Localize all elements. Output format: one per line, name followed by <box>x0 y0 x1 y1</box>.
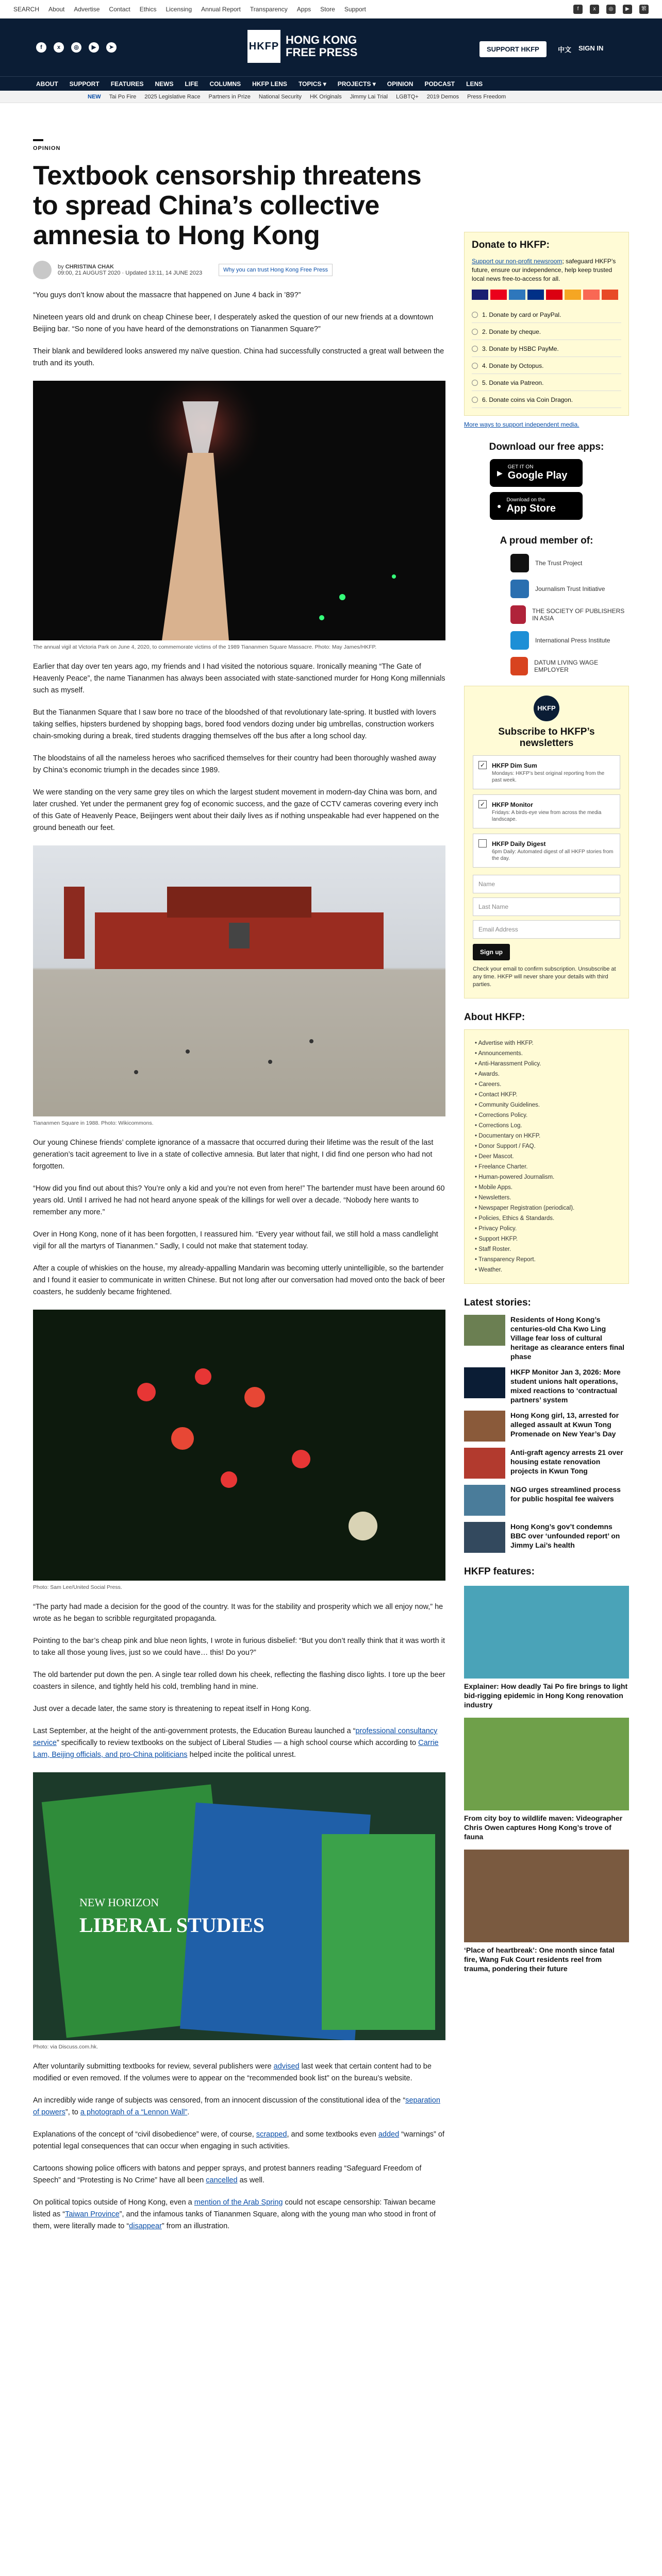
trending-link[interactable]: Partners in Prize <box>208 93 251 100</box>
story-thumbnail[interactable] <box>464 1448 505 1479</box>
latest-title: Latest stories: <box>464 1297 531 1308</box>
more-ways-link[interactable]: More ways to support independent media. <box>464 421 580 428</box>
story-thumbnail[interactable] <box>464 1522 505 1553</box>
candles-photo <box>33 1310 445 1581</box>
donate-option[interactable]: 1. Donate by card or PayPal. <box>472 306 621 323</box>
contact-link[interactable]: Contact <box>109 5 130 13</box>
story-title[interactable]: Hong Kong girl, 13, arrested for alleged assault at Kwun Tong Promenade on New Year’s Day <box>510 1411 619 1438</box>
latest-story[interactable] <box>464 1411 629 1442</box>
story-thumbnail[interactable] <box>464 1485 505 1516</box>
coindragon-icon <box>602 290 618 300</box>
paypal-icon <box>527 290 544 300</box>
donate-option[interactable]: 3. Donate by HSBC PayMe. <box>472 340 621 357</box>
photo-caption: Photo: Sam Lee/United Social Press. <box>33 1584 122 1590</box>
about-item[interactable]: • Anti-Harassment Policy. <box>475 1061 541 1067</box>
member-logo[interactable]: International Press Institute <box>510 631 629 650</box>
member-logo[interactable]: Journalism Trust Initiative <box>510 580 629 598</box>
paragraph: “You guys don’t know about the massacre that happened on June 4 back in ’89?” <box>33 291 301 299</box>
google-play-badge[interactable]: ▶ GET IT ON Google Play <box>490 459 583 487</box>
newsletter-note: Check your email to confirm subscription. Unsubscribe at any time. HKFP will never share your details with third parties. <box>473 966 616 988</box>
sign-up-button[interactable]: Sign up <box>473 944 510 960</box>
about-item[interactable]: • Freelance Charter. <box>475 1164 528 1170</box>
about-link[interactable]: About <box>48 5 65 13</box>
member-logo[interactable]: THE SOCIETY OF PUBLISHERS IN ASIA <box>510 605 629 624</box>
story-title[interactable]: HKFP Monitor Jan 3, 2026: More student unions halt operations, mixed reactions to ‘contractual partners’ system <box>510 1368 621 1404</box>
nav-podcast[interactable]: PODCAST <box>424 80 455 88</box>
search-link[interactable]: SEARCH <box>13 5 40 13</box>
paragraph: After voluntarily submitting textbooks for review, several publishers were advised last week that certain content had to be modified or even removed. If the volumes were to appear on the “recommended book list” on the bureau’s website. <box>33 2062 432 2082</box>
licensing-link[interactable]: Licensing <box>166 5 192 13</box>
latest-story[interactable] <box>464 1315 629 1361</box>
donate-intro-link[interactable]: Support our non-profit newsroom <box>472 258 562 265</box>
about-item[interactable]: • Corrections Log. <box>475 1123 522 1129</box>
inline-link[interactable]: a photograph of a “Lennon Wall” <box>80 2108 188 2116</box>
support-hkfp-button[interactable]: SUPPORT HKFP <box>479 41 547 57</box>
about-item[interactable]: • Newspaper Registration (periodical). <box>475 1205 575 1211</box>
donate-option[interactable]: 6. Donate coins via Coin Dragon. <box>472 391 621 408</box>
mastercard-icon <box>490 290 507 300</box>
payment-icons <box>472 290 621 300</box>
visa-icon <box>472 290 488 300</box>
name-field[interactable]: Name <box>473 875 620 893</box>
paragraph: Over in Hong Kong, none of it has been forgotten, I reassured him. “Every year without fail, we still hold a mass candlelight vigil for all the martyrs of Tiananmen.” Sadly, I could not make that statement today. <box>33 1230 438 1250</box>
nav-topics[interactable]: TOPICS ▾ <box>298 80 326 88</box>
checkbox[interactable] <box>478 839 487 848</box>
nav-life[interactable]: LIFE <box>185 80 198 88</box>
story-title[interactable]: Residents of Hong Kong’s centuries-old Cha Kwo Ling Village fear loss of cultural heritage as clearance enters final phase <box>510 1315 624 1361</box>
about-item[interactable]: • Mobile Apps. <box>475 1184 513 1191</box>
sidebar <box>464 232 629 1973</box>
category-rule <box>33 139 43 141</box>
site-logo[interactable] <box>247 30 357 63</box>
facebook-icon[interactable]: f <box>573 5 583 14</box>
member-logo[interactable]: The Trust Project <box>510 554 629 572</box>
about-item[interactable]: • Human-powered Journalism. <box>475 1174 555 1180</box>
newsletter-title: Subscribe to HKFP’s newsletters <box>498 726 595 749</box>
nav-projects[interactable]: PROJECTS ▾ <box>337 80 376 88</box>
candles-photo-art <box>33 1310 445 1581</box>
about-item[interactable]: • Privacy Policy. <box>475 1226 517 1232</box>
facebook-icon[interactable]: f <box>36 42 46 53</box>
nav-hkfp-lens[interactable]: HKFP LENS <box>252 80 287 88</box>
sign-in-link[interactable]: SIGN IN <box>578 44 604 52</box>
article <box>33 139 445 2232</box>
tiananmen-photo <box>33 845 445 1116</box>
about-item[interactable]: • Contact HKFP. <box>475 1092 518 1098</box>
newsletter-option[interactable]: HKFP Daily Digest 6pm Daily: Automated digest of all HKFP stories from the day. <box>473 834 620 868</box>
newsletter-option[interactable]: ✓ HKFP Monitor Fridays: A birds-eye view from across the media landscape. <box>473 794 620 828</box>
apps-title: Download our free apps: <box>489 442 604 452</box>
inline-link[interactable]: Carrie Lam, Beijing officials, and pro-China politicians <box>33 1739 439 1759</box>
option-bullet-icon <box>472 363 478 369</box>
paragraph: On political topics outside of Hong Kong, even a mention of the Arab Spring could not escape censorship: Taiwan became listed as “Taiwan Province”, and the infamous tanks of Tiananmen Square, along with the young man who stood in front of them, were literally made to “disappear” from an illustration. <box>33 2198 436 2230</box>
vigil-photo <box>33 381 445 640</box>
option-bullet-icon <box>472 329 478 335</box>
sopa-icon <box>510 605 526 624</box>
hkfp-badge: HKFP <box>534 696 559 721</box>
paragraph: Nineteen years old and drunk on cheap Chinese beer, I desperately asked the question of our new friends at a downtown Beijing bar. “So none of you have heard of the demonstrations on Tiananmen Square?” <box>33 313 434 333</box>
ipi-icon <box>510 631 529 650</box>
tiananmen-photo-art <box>33 845 445 1116</box>
paragraph: The old bartender put down the pen. A single tear rolled down his cheek, reflecting the flashing disco lights. I tore up the beer coasters in silence, and tightly held his cold, trembling hand in mine. <box>33 1671 445 1691</box>
feature-image[interactable] <box>464 1586 629 1679</box>
story-title[interactable]: NGO urges streamlined process for public hospital fee waivers <box>510 1485 621 1503</box>
about-item[interactable]: • Documentary on HKFP. <box>475 1133 541 1139</box>
about-item[interactable]: • Careers. <box>475 1081 502 1088</box>
story-thumbnail[interactable] <box>464 1367 505 1398</box>
play-icon: ▶ <box>497 468 503 477</box>
octopus-icon <box>565 290 581 300</box>
language-toggle[interactable]: 繁 <box>639 5 649 14</box>
app-store-badge[interactable]: ● Download on the App Store <box>490 492 583 520</box>
donate-option[interactable]: 4. Donate by Octopus. <box>472 357 621 374</box>
paragraph: Pointing to the bar’s cheap pink and blue neon lights, I wrote in furious disbelief: “But you don’t really think that it was worth it to take all those young lives, just so we could have… this! Do you?” <box>33 1637 445 1657</box>
feature-story[interactable] <box>464 1718 629 1841</box>
inline-link[interactable]: advised <box>273 2062 300 2071</box>
about-item[interactable]: • Support HKFP. <box>475 1236 518 1242</box>
about-item[interactable]: • Advertise with HKFP. <box>475 1040 534 1046</box>
trending-link[interactable]: Tai Po Fire <box>109 93 137 100</box>
support-link[interactable]: Support <box>344 5 366 13</box>
inline-link[interactable]: professional consultancy service <box>33 1727 438 1747</box>
transparency-link[interactable]: Transparency <box>250 5 288 13</box>
paragraph: After a couple of whiskies on the house, my already-appalling Mandarin was becoming utterly unintelligible, so the bartender and I found it easier to communicate in written Chinese. But not long after our conversation had moved onto the back of beer coasters, he suddenly became frightened. <box>33 1264 445 1296</box>
paragraph: We were standing on the very same grey tiles on which the largest student movement in modern-day China was born, and later crushed. Yet under the permanent grey fog of economic success, and the gaze of CCTV cameras covering every inch of this Gate of Heavenly Peace, Beijingers went about their daily lives as if nothing unspeakable had ever happened on the ground beneath our feet. <box>33 788 439 832</box>
story-title[interactable]: Anti-graft agency arrests 21 over housing estate renovation projects in Kwun Tong <box>510 1448 623 1475</box>
twitter-icon[interactable]: x <box>590 5 599 14</box>
latest-story[interactable] <box>464 1448 629 1479</box>
nav-news[interactable]: NEWS <box>155 80 174 88</box>
option-bullet-icon <box>472 312 478 318</box>
patreon-icon <box>583 290 600 300</box>
byline <box>33 261 445 279</box>
amex-icon <box>509 290 525 300</box>
feature-title[interactable]: From city boy to wildlife maven: Videographer Chris Owen captures Hong Kong’s trove of fauna <box>464 1814 623 1841</box>
instagram-icon[interactable]: ◎ <box>606 5 616 14</box>
article-category[interactable]: OPINION <box>33 145 61 151</box>
youtube-icon[interactable]: ▶ <box>89 42 99 53</box>
paragraph: An incredibly wide range of subjects was censored, from an innocent discussion of the constitutional idea of the “separation of powers”, to a photograph of a “Lennon Wall”. <box>33 2096 440 2116</box>
logo-line-1: HONG KONG <box>286 33 357 46</box>
feature-image[interactable] <box>464 1718 629 1810</box>
feature-story[interactable] <box>464 1850 629 1973</box>
twitter-icon[interactable]: x <box>54 42 64 53</box>
nav-about[interactable]: ABOUT <box>36 80 58 88</box>
paragraph: “The party had made a decision for the good of the country. It was for the stability and prosperity which we all enjoy now,” he wrote as he began to scribble regurgitated propaganda. <box>33 1603 443 1623</box>
nav-features[interactable]: FEATURES <box>110 80 144 88</box>
paragraph: The bloodstains of all the nameless heroes who sacrificed themselves for their country had been thoroughly washed away by China’s economic triumph in the decades since 1989. <box>33 754 436 774</box>
article-dates: 09:00, 21 AUGUST 2020 · Updated 13:11, 14 JUNE 2023 <box>58 270 203 276</box>
donate-title: Donate to HKFP: <box>472 240 550 250</box>
about-list <box>464 1029 629 1284</box>
feature-image[interactable] <box>464 1850 629 1942</box>
donate-widget <box>464 232 629 416</box>
about-item[interactable]: • Awards. <box>475 1071 500 1077</box>
living-wage-icon <box>510 657 528 675</box>
checkbox[interactable]: ✓ <box>478 761 487 769</box>
trending-link[interactable]: 2019 Demos <box>426 93 459 100</box>
donate-intro-text: ; safeguard HKFP’s future, ensure our independence, help keep trusted local news free-to-access for all. <box>472 258 616 282</box>
about-item[interactable]: • Deer Mascot. <box>475 1154 514 1160</box>
book-series-label: NEW HORIZON <box>79 1896 159 1909</box>
story-thumbnail[interactable] <box>464 1315 505 1346</box>
paragraph: But the Tiananmen Square that I saw bore no trace of the bloodshed of that revolutionary late-spring. It bustled with lovers taking selfies, hipsters burdened by shopping bags, bored food vendors dozing under big umbrellas, construction workers chain-smoking during a break, tired students dragging themselves off the bus after a long school day. <box>33 708 436 740</box>
features-list <box>464 1586 629 1973</box>
latest-story[interactable] <box>464 1367 629 1404</box>
nav-columns[interactable]: COLUMNS <box>209 80 241 88</box>
photo-caption: Photo: via Discuss.com.hk. <box>33 2044 98 2050</box>
payme-icon <box>546 290 562 300</box>
article-title: Textbook censorship threatens to spread China’s collective amnesia to Hong Kong <box>33 161 422 250</box>
member-logo[interactable]: DATUM LIVING WAGE EMPLOYER <box>510 657 629 675</box>
paragraph: Last September, at the height of the anti-government protests, the Education Bureau launched a “professional consultancy service” specifically to review textbooks on the subject of Liberal Studies — a high school course which according to Carrie Lam, Beijing officials, and pro-China politicians helped incite the political unrest. <box>33 1727 439 1759</box>
apple-icon: ● <box>497 502 502 510</box>
textbooks-photo <box>33 1772 445 2040</box>
newsletter-option[interactable]: ✓ HKFP Dim Sum Mondays: HKFP’s best original reporting from the past week. <box>473 755 620 789</box>
feature-title[interactable]: ‘Place of heartbreak’: One month since fatal fire, Wang Fuk Court residents reel from trauma, pondering their future <box>464 1946 615 1973</box>
paragraph: Just over a decade later, the same story is threatening to repeat itself in Hong Kong. <box>33 1705 311 1713</box>
telegram-icon[interactable]: ➤ <box>106 42 117 53</box>
photo-caption: The annual vigil at Victoria Park on June 4, 2020, to commemorate victims of the 1989 Tiananmen Square Massacre. Photo: May James/HKFP. <box>33 644 377 650</box>
logo-mark: HKFP <box>247 30 280 63</box>
last-name-field[interactable]: Last Name <box>473 897 620 916</box>
book-title-label: LIBERAL STUDIES <box>79 1913 265 1937</box>
paragraph: Cartoons showing police officers with batons and pepper sprays, and protest banners reading “Safeguard Freedom of Speech” and “Protesting is No Crime” have all been cancelled as well. <box>33 2164 422 2184</box>
story-thumbnail[interactable] <box>464 1411 505 1442</box>
jti-icon <box>510 580 529 598</box>
inline-link[interactable]: disappear <box>129 2222 162 2230</box>
inline-link[interactable]: Taiwan Province <box>65 2210 120 2218</box>
top-utility-bar <box>0 0 662 19</box>
trending-link[interactable]: HK Originals <box>309 93 342 100</box>
email-field[interactable]: Email Address <box>473 920 620 939</box>
inline-link[interactable]: added <box>378 2130 400 2139</box>
trending-link[interactable]: Jimmy Lai Trial <box>350 93 388 100</box>
nav-opinion[interactable]: OPINION <box>387 80 413 88</box>
about-item[interactable]: • Weather. <box>475 1267 503 1273</box>
donate-option[interactable]: 2. Donate by cheque. <box>472 323 621 340</box>
trust-project-icon <box>510 554 529 572</box>
trending-link[interactable]: 2025 Legislative Race <box>144 93 201 100</box>
trending-link[interactable]: National Security <box>258 93 302 100</box>
textbooks-photo-art <box>33 1772 445 2040</box>
paragraph: “How did you find out about this? You’re only a kid and you’re not even from here!” The bartender must have been around 60 years old. Until I arrived he had not heard anyone speak of the killings for well over a decade. “Nobody here wants to remember any more.” <box>33 1184 445 1216</box>
ethics-link[interactable]: Ethics <box>139 5 157 13</box>
about-item[interactable]: • Newsletters. <box>475 1195 511 1201</box>
about-item[interactable]: • Corrections Policy. <box>475 1112 528 1118</box>
trending-link[interactable]: LGBTQ+ <box>396 93 419 100</box>
paragraph: Their blank and bewildered looks answered my naïve question. China had successfully constructed a great wall between the truth and its youth. <box>33 347 444 367</box>
author-name[interactable]: CHRISTINA CHAK <box>65 264 114 270</box>
inline-link[interactable]: mention of the Arab Spring <box>194 2198 283 2207</box>
features-title: HKFP features: <box>464 1566 535 1577</box>
site-header <box>0 19 662 76</box>
by-label: by <box>58 264 64 270</box>
logo-line-2: FREE PRESS <box>286 46 358 59</box>
paragraph: Earlier that day over ten years ago, my friends and I had visited the notorious square. Ironically meaning “The Gate of Heavenly Peace”, the name Tiananmen has always been associated with state-sanctioned murder for Hong Kong millennials such as myself. <box>33 663 445 694</box>
about-item[interactable]: • Transparency Report. <box>475 1257 536 1263</box>
option-bullet-icon <box>472 380 478 386</box>
trust-link[interactable]: Why you can trust Hong Kong Free Press <box>219 264 333 276</box>
donate-option[interactable]: 5. Donate via Patreon. <box>472 374 621 391</box>
newsletter-widget <box>464 686 629 998</box>
paragraph: Our young Chinese friends’ complete ignorance of a massacre that occurred during their lifetime was the result of the last generation’s tacit agreement to live in a state of collective amnesia. But later that night, I did find one person who had not forgotten. <box>33 1139 434 1171</box>
about-item[interactable]: • Staff Roster. <box>475 1246 511 1252</box>
main-navigation <box>0 76 662 91</box>
about-item[interactable]: • Announcements. <box>475 1050 523 1057</box>
trending-link[interactable]: Press Freedom <box>467 93 506 100</box>
new-badge: NEW <box>88 93 101 100</box>
instagram-icon[interactable]: ◎ <box>71 42 81 53</box>
annual-report-link[interactable]: Annual Report <box>201 5 241 13</box>
about-item[interactable]: • Community Guidelines. <box>475 1102 540 1108</box>
member-title: A proud member of: <box>500 535 593 546</box>
about-item[interactable]: • Donor Support / FAQ. <box>475 1143 536 1149</box>
apps-link[interactable]: Apps <box>296 5 311 13</box>
store-link[interactable]: Store <box>320 5 335 13</box>
chinese-link[interactable]: 中文 <box>558 46 572 54</box>
checkbox[interactable]: ✓ <box>478 800 487 808</box>
option-bullet-icon <box>472 346 478 352</box>
latest-story[interactable] <box>464 1485 629 1516</box>
story-title[interactable]: Hong Kong’s gov’t condemns BBC over ‘unfounded report’ on Jimmy Lai’s health <box>510 1522 620 1549</box>
latest-stories <box>464 1315 629 1553</box>
advertise-link[interactable]: Advertise <box>74 5 100 13</box>
nav-support[interactable]: SUPPORT <box>69 80 100 88</box>
option-bullet-icon <box>472 397 478 403</box>
paragraph: Explanations of the concept of “civil disobedience” were, of course, scrapped, and some textbooks even added “warnings” of potential legal consequences that can occur when engaging in such activities. <box>33 2130 444 2150</box>
header-socials <box>36 42 117 53</box>
latest-story[interactable] <box>464 1522 629 1553</box>
vigil-photo-art <box>33 381 445 640</box>
nav-lens[interactable]: LENS <box>466 80 483 88</box>
inline-link[interactable]: scrapped <box>256 2130 287 2139</box>
youtube-icon[interactable]: ▶ <box>623 5 632 14</box>
feature-story[interactable] <box>464 1586 629 1709</box>
inline-link[interactable]: separation of powers <box>33 2096 440 2116</box>
inline-link[interactable]: cancelled <box>206 2176 238 2184</box>
trending-bar <box>0 91 662 103</box>
author-avatar <box>33 261 52 279</box>
about-title: About HKFP: <box>464 1012 525 1023</box>
photo-caption: Tiananmen Square in 1988. Photo: Wikicommons. <box>33 1120 154 1126</box>
feature-title[interactable]: Explainer: How deadly Tai Po fire brings to light bid-rigging epidemic in Hong Kong renovation industry <box>464 1682 628 1709</box>
about-item[interactable]: • Policies, Ethics & Standards. <box>475 1215 555 1222</box>
